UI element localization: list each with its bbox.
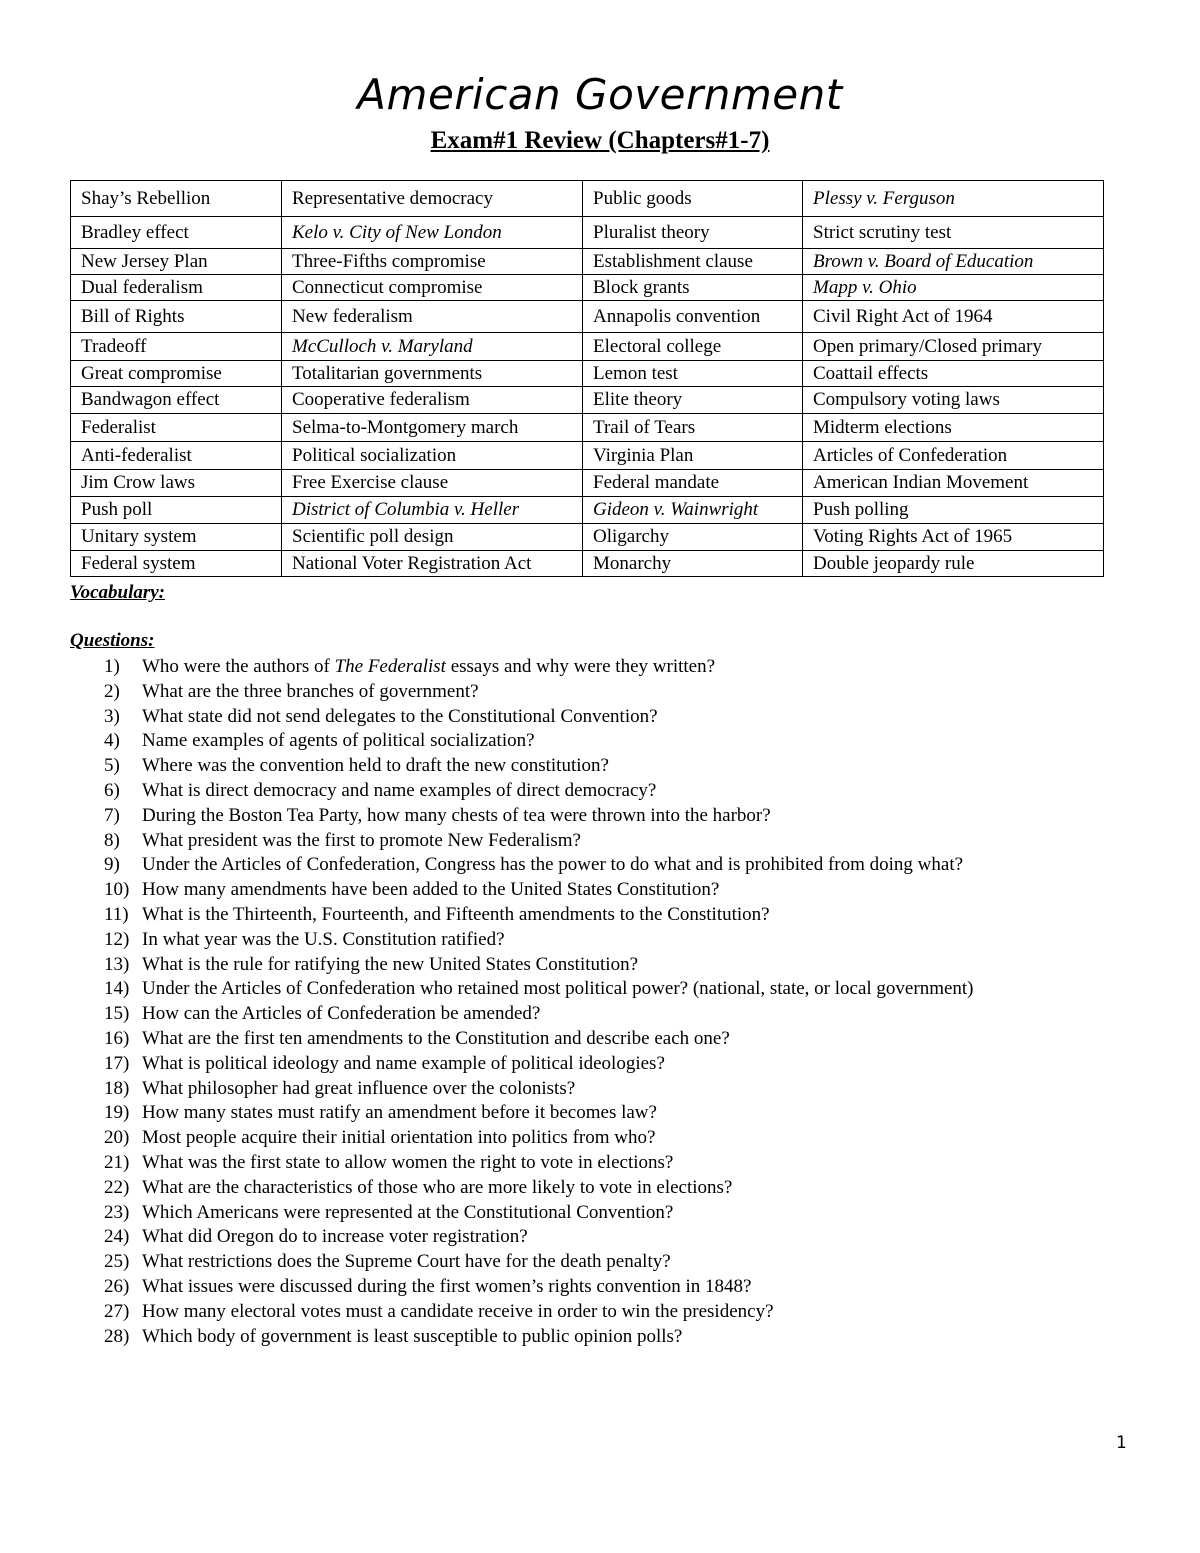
question-number: 4): [104, 730, 120, 752]
question-item: [70, 1077, 1130, 1102]
question-item: [70, 1300, 1130, 1325]
question-text: Name examples of agents of political socialization?: [142, 730, 535, 752]
table-row: [71, 524, 1104, 551]
table-cell: Three-Fifths compromise: [282, 249, 583, 275]
question-number: 16): [104, 1027, 130, 1049]
table-row: [71, 301, 1104, 333]
table-row: [71, 275, 1104, 301]
question-text: Most people acquire their initial orientation into politics from who?: [142, 1127, 656, 1149]
question-number: 5): [104, 755, 120, 777]
question-item: [70, 1250, 1130, 1275]
table-cell: Mapp v. Ohio: [803, 275, 1104, 301]
table-cell: Tradeoff: [71, 333, 282, 361]
table-cell: National Voter Registration Act: [282, 551, 583, 577]
table-cell: Trail of Tears: [583, 414, 803, 442]
question-item: [70, 754, 1130, 779]
question-item: [70, 705, 1130, 730]
question-text: How many amendments have been added to the United States Constitution?: [142, 879, 720, 901]
table-cell: Monarchy: [583, 551, 803, 577]
question-item: [70, 1225, 1130, 1250]
table-cell: Annapolis convention: [583, 301, 803, 333]
question-title-reference: The Federalist: [334, 656, 446, 677]
table-cell: Civil Right Act of 1964: [803, 301, 1104, 333]
question-number: 6): [104, 779, 120, 801]
table-row: [71, 551, 1104, 577]
table-cell: Political socialization: [282, 442, 583, 470]
question-item: [70, 1101, 1130, 1126]
table-cell: Free Exercise clause: [282, 470, 583, 497]
table-row: [71, 497, 1104, 524]
question-text: How can the Articles of Confederation be amended?: [142, 1003, 541, 1025]
table-cell: Push polling: [803, 497, 1104, 524]
table-row: [71, 442, 1104, 470]
question-item: [70, 1126, 1130, 1151]
question-text: Who were the authors of: [142, 656, 335, 677]
table-cell: Federalist: [71, 414, 282, 442]
table-row: [71, 387, 1104, 414]
question-text: What is political ideology and name example of political ideologies?: [142, 1052, 665, 1074]
question-item: [70, 953, 1130, 978]
table-cell: Federal mandate: [583, 470, 803, 497]
question-text: Under the Articles of Confederation, Congress has the power to do what and is prohibited from doing what?: [142, 854, 964, 876]
table-cell: Dual federalism: [71, 275, 282, 301]
table-cell: Strict scrutiny test: [803, 217, 1104, 249]
table-cell: Lemon test: [583, 361, 803, 387]
question-number: 15): [104, 1003, 130, 1025]
table-cell: Push poll: [71, 497, 282, 524]
question-number: 1): [104, 656, 120, 677]
table-cell: Gideon v. Wainwright: [583, 497, 803, 524]
question-item: [70, 1002, 1130, 1027]
question-number: 2): [104, 680, 120, 702]
question-number: 17): [104, 1052, 130, 1074]
question-text: What president was the first to promote New Federalism?: [142, 829, 581, 851]
question-text: essays and why were they written?: [445, 656, 716, 677]
table-cell: Federal system: [71, 551, 282, 577]
question-item: [70, 829, 1130, 854]
table-cell: Midterm elections: [803, 414, 1104, 442]
question-item: [70, 1201, 1130, 1226]
table-cell: Representative democracy: [282, 181, 583, 217]
table-row: [71, 249, 1104, 275]
question-text: Which Americans were represented at the Constitutional Convention?: [142, 1201, 674, 1223]
table-cell: Double jeopardy rule: [803, 551, 1104, 577]
question-text: Under the Articles of Confederation who retained most political power? (national, state, or local government): [142, 978, 974, 1000]
table-cell: Bandwagon effect: [71, 387, 282, 414]
question-item: [70, 1052, 1130, 1077]
page-subtitle: Exam#1 Review (Chapters#1-7): [430, 127, 770, 154]
question-text: What are the three branches of government?: [142, 680, 479, 702]
table-cell: Bill of Rights: [71, 301, 282, 333]
table-cell: Virginia Plan: [583, 442, 803, 470]
question-item: [70, 1027, 1130, 1052]
table-cell: Anti-federalist: [71, 442, 282, 470]
table-row: [71, 181, 1104, 217]
table-cell: Cooperative federalism: [282, 387, 583, 414]
table-cell: Jim Crow laws: [71, 470, 282, 497]
question-number: 21): [104, 1151, 130, 1173]
question-item: [70, 928, 1130, 953]
page-number: 1: [1116, 1433, 1127, 1453]
question-text: What are the first ten amendments to the Constitution and describe each one?: [142, 1027, 730, 1049]
question-number: 8): [104, 829, 120, 851]
table-cell: Establishment clause: [583, 249, 803, 275]
table-cell: Block grants: [583, 275, 803, 301]
question-number: 11): [104, 903, 129, 925]
question-text: What is the Thirteenth, Fourteenth, and Fifteenth amendments to the Constitution?: [142, 903, 770, 925]
question-item: [70, 680, 1130, 705]
question-number: 28): [104, 1325, 130, 1347]
question-item: [70, 779, 1130, 804]
questions-label: Questions:: [70, 630, 155, 651]
question-text: How many electoral votes must a candidate receive in order to win the presidency?: [142, 1300, 774, 1322]
table-row: [71, 470, 1104, 497]
table-cell: Electoral college: [583, 333, 803, 361]
page-title: American Government: [357, 70, 843, 119]
table-cell: Articles of Confederation: [803, 442, 1104, 470]
vocabulary-label: Vocabulary:: [70, 582, 165, 603]
table-cell: Open primary/Closed primary: [803, 333, 1104, 361]
question-item: [70, 655, 1130, 680]
table-cell: Unitary system: [71, 524, 282, 551]
table-cell: Pluralist theory: [583, 217, 803, 249]
question-text: What philosopher had great influence over the colonists?: [142, 1077, 576, 1099]
question-item: [70, 878, 1130, 903]
table-cell: Scientific poll design: [282, 524, 583, 551]
question-number: 26): [104, 1275, 130, 1297]
question-number: 19): [104, 1102, 130, 1124]
table-cell: New Jersey Plan: [71, 249, 282, 275]
question-text: In what year was the U.S. Constitution ratified?: [142, 928, 505, 950]
question-text: Where was the convention held to draft the new constitution?: [142, 755, 609, 777]
question-text: What restrictions does the Supreme Court have for the death penalty?: [142, 1251, 671, 1273]
question-number: 9): [104, 854, 120, 876]
question-text: During the Boston Tea Party, how many chests of tea were thrown into the harbor?: [142, 804, 771, 826]
question-item: [70, 1275, 1130, 1300]
table-cell: Public goods: [583, 181, 803, 217]
question-number: 18): [104, 1077, 130, 1099]
vocabulary-table-body: [71, 181, 1104, 577]
question-number: 10): [104, 879, 130, 901]
table-cell: Kelo v. City of New London: [282, 217, 583, 249]
table-row: [71, 217, 1104, 249]
question-item: [70, 1176, 1130, 1201]
question-item: [70, 853, 1130, 878]
table-row: [71, 361, 1104, 387]
table-cell: Selma-to-Montgomery march: [282, 414, 583, 442]
question-text: What is the rule for ratifying the new United States Constitution?: [142, 953, 639, 975]
question-number: 13): [104, 953, 130, 975]
question-text: How many states must ratify an amendment before it becomes law?: [142, 1102, 657, 1124]
question-number: 25): [104, 1251, 130, 1273]
table-cell: Elite theory: [583, 387, 803, 414]
table-cell: District of Columbia v. Heller: [282, 497, 583, 524]
question-item: [70, 903, 1130, 928]
table-cell: Brown v. Board of Education: [803, 249, 1104, 275]
table-cell: Compulsory voting laws: [803, 387, 1104, 414]
table-cell: Totalitarian governments: [282, 361, 583, 387]
table-cell: Bradley effect: [71, 217, 282, 249]
table-cell: American Indian Movement: [803, 470, 1104, 497]
table-cell: Oligarchy: [583, 524, 803, 551]
question-number: 14): [104, 978, 130, 1000]
question-number: 22): [104, 1176, 130, 1198]
question-text: What issues were discussed during the first women’s rights convention in 1848?: [142, 1275, 752, 1297]
question-item: [70, 1325, 1130, 1350]
table-cell: McCulloch v. Maryland: [282, 333, 583, 361]
question-list: [70, 655, 1130, 1349]
question-text: Which body of government is least susceptible to public opinion polls?: [142, 1325, 683, 1347]
question-number: 24): [104, 1226, 130, 1248]
question-text: What was the first state to allow women the right to vote in elections?: [142, 1151, 674, 1173]
table-cell: Shay’s Rebellion: [71, 181, 282, 217]
table-row: [71, 414, 1104, 442]
question-text: What state did not send delegates to the Constitutional Convention?: [142, 705, 658, 727]
question-text: What is direct democracy and name examples of direct democracy?: [142, 779, 657, 801]
table-row: [71, 333, 1104, 361]
table-cell: Plessy v. Ferguson: [803, 181, 1104, 217]
question-number: 3): [104, 705, 120, 727]
question-text: What did Oregon do to increase voter registration?: [142, 1226, 528, 1248]
table-cell: Voting Rights Act of 1965: [803, 524, 1104, 551]
question-number: 12): [104, 928, 130, 950]
question-item: [70, 729, 1130, 754]
question-number: 23): [104, 1201, 130, 1223]
table-cell: Coattail effects: [803, 361, 1104, 387]
question-item: [70, 977, 1130, 1002]
table-cell: Connecticut compromise: [282, 275, 583, 301]
table-cell: New federalism: [282, 301, 583, 333]
question-number: 7): [104, 804, 120, 826]
question-item: [70, 804, 1130, 829]
question-number: 27): [104, 1300, 130, 1322]
table-cell: Great compromise: [71, 361, 282, 387]
question-text: What are the characteristics of those who are more likely to vote in elections?: [142, 1176, 733, 1198]
question-item: [70, 1151, 1130, 1176]
question-number: 20): [104, 1127, 130, 1149]
vocabulary-table: [70, 180, 1104, 577]
